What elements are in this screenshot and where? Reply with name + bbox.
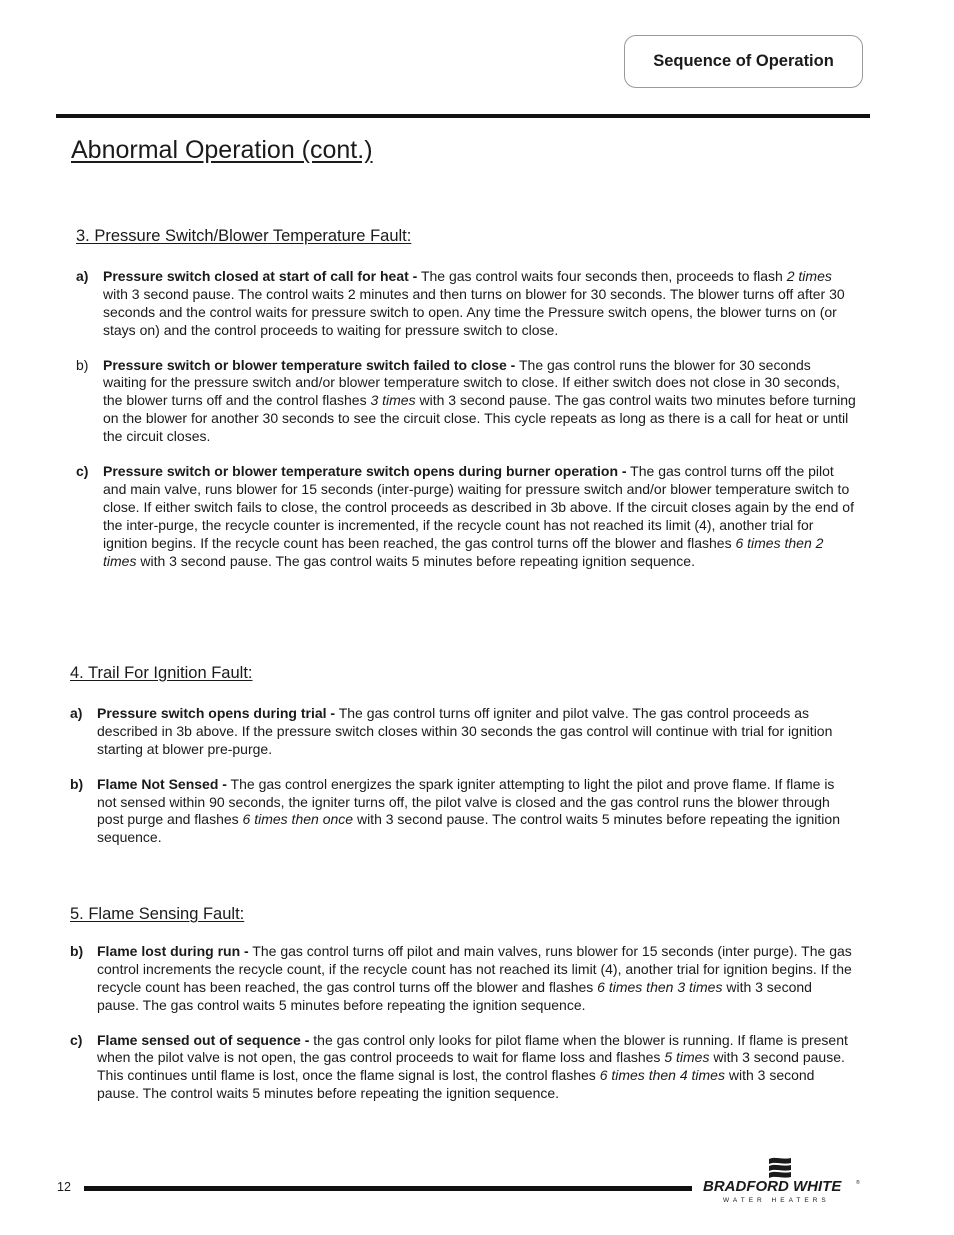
section-tab	[624, 35, 863, 88]
section-title: 4. Trail For Ignition Fault:	[70, 664, 253, 682]
item-label: a)	[76, 267, 89, 284]
page-title: Abnormal Operation (cont.)	[71, 136, 373, 164]
section-title: 3. Pressure Switch/Blower Temperature Fault:	[76, 227, 412, 245]
list-item	[70, 776, 856, 848]
section-title: 5. Flame Sensing Fault:	[70, 905, 245, 923]
section-ignition-fault	[70, 665, 856, 847]
section-flame-sensing	[70, 906, 856, 1103]
list-item	[70, 705, 856, 759]
list-item	[76, 268, 856, 340]
item-label: b)	[76, 356, 89, 373]
logo-mark: ®	[856, 1180, 860, 1186]
logo-name: BRADFORD WHITE	[703, 1178, 842, 1195]
list-item	[76, 463, 856, 570]
item-label: c)	[70, 1031, 83, 1048]
item-text: Flame sensed out of sequence - the gas control only looks for pilot flame when the blower is running. If flame is present when the pilot valve is not open, the gas control proceeds to wait for flame loss and flashes 5 times with 3 second pause. This continues until flame is lost, once the flame signal is lost, the control flashes 6 times then 4 times with 3 second pause. The control waits 5 minutes before repeating the ignition sequence.	[97, 1031, 848, 1102]
item-text: Flame lost during run - The gas control turns off pilot and main valves, runs blower for 15 seconds (inter purge). The gas control increments the recycle count, if the recycle count has not reached its limit (4), another trial for ignition begins. If the recycle count has been reached, the gas control turns off the blower and flashes 6 times then 3 times with 3 second pause. The gas control waits 5 minutes before repeating the ignition sequence.	[97, 942, 852, 1013]
item-text: Pressure switch or blower temperature switch opens during burner operation - The gas control turns off the pilot and main valve, runs blower for 15 seconds (inter-purge) waiting for pressure switch and/or blower temperature switch to close. If either switch fails to close, the control proceeds as described in 3b above. If the circuit closes again by the end of the inter-purge, the recycle counter is incremented, if the recycle count has not reached its limit (4), another trial for ignition begins. If the recycle count has been reached, the gas control turns off the blower and flashes 6 times then 2 times with 3 second pause. The gas control waits 5 minutes before repeating ignition sequence.	[103, 463, 854, 569]
item-text: Pressure switch closed at start of call for heat - The gas control waits four seconds then, proceeds to flash 2 times with 3 second pause. The control waits 2 minutes and then turns on blower for 30 seconds. The blower turns off after 30 seconds and the control waits for pressure switch to open. Any time the Pressure switch opens, the blower turns on (or stays on) and the control proceeds to waiting for pressure switch to close.	[103, 267, 845, 338]
flag-icon	[769, 1158, 791, 1178]
item-label: c)	[76, 463, 89, 480]
footer-rule	[84, 1186, 692, 1191]
logo-subtitle: WATER HEATERS	[723, 1197, 830, 1204]
header-rule	[56, 114, 870, 118]
item-text: Flame Not Sensed - The gas control energizes the spark igniter attempting to light the pilot and prove flame. If flame is not sensed within 90 seconds, the igniter turns off, the pilot valve is closed and the gas control runs the blower through post purge and flashes 6 times then once with 3 second pause. The control waits 5 minutes before repeating the ignition sequence.	[97, 775, 840, 846]
item-label: b)	[70, 942, 84, 959]
item-label: b)	[70, 775, 84, 792]
bradford-white-logo	[703, 1156, 863, 1206]
page-number: 12	[57, 1180, 71, 1194]
section-tab-label: Sequence of Operation	[653, 52, 834, 70]
list-item	[70, 1032, 856, 1104]
list-item	[70, 943, 856, 1015]
item-text: Pressure switch opens during trial - The gas control turns off igniter and pilot valve. The gas control proceeds as described in 3b above. If the pressure switch closes within 30 seconds the gas control will continue with trial for ignition starting at blower pre-purge.	[97, 704, 833, 757]
item-text: Pressure switch or blower temperature switch failed to close - The gas control runs the blower for 30 seconds waiting for the pressure switch and/or blower temperature switch to close. If either switch does not close in 30 seconds, the blower turns off and the control flashes 3 times with 3 second pause. The gas control waits two minutes before turning on the blower for another 30 seconds to see the circuit close. This cycle repeats as long as there is a call for heat or until the circuit closes.	[103, 356, 856, 445]
list-item	[76, 357, 856, 447]
section-pressure-switch	[76, 228, 856, 571]
item-label: a)	[70, 704, 83, 721]
